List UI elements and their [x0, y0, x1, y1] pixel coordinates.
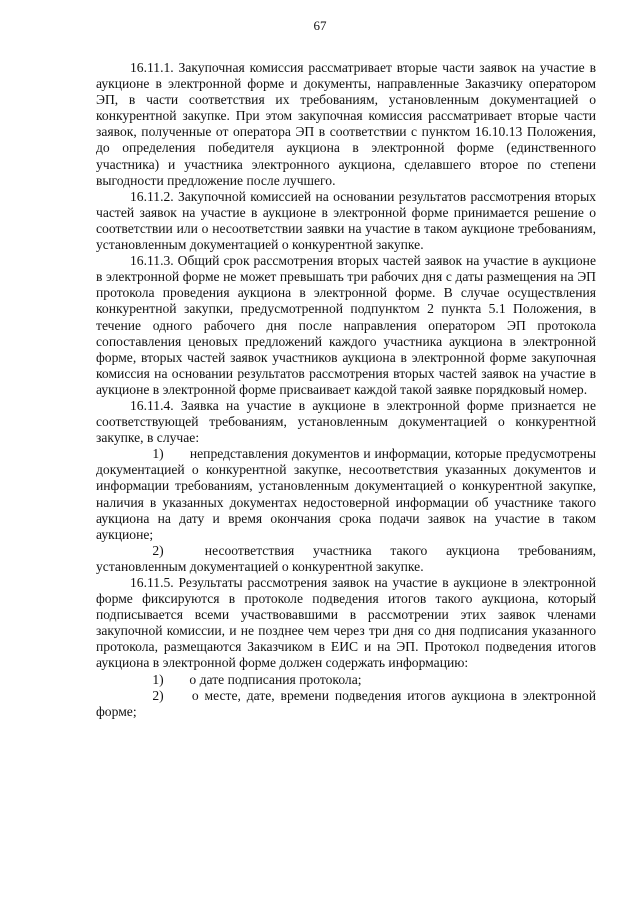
list-item: [96, 688, 596, 720]
paragraph-16-11-3: 16.11.3. Общий срок рассмотрения вторых частей заявок на участие в аукционе в электронной форме не может превышать три рабочих дня с даты размещения на ЭП протокола проведения аукциона в электронной форме. В случае осуществления конкурентной закупки, предусмотренной подпунктом 2 пункта 5.1 Положения, в течение одного рабочего дня после направления оператором ЭП протокола сопоставления ценовых предложений каждого участника аукциона в электронной форме, вторых частей заявок участников аукциона в электронной форме закупочная комиссия на основании результатов рассмотрения вторых частей заявок на участие в аукционе в электронной форме присваивает каждой такой заявке порядковый номер.: [96, 253, 596, 397]
list-item-text: о дате подписания протокола;: [189, 671, 362, 687]
paragraph-16-11-5: 16.11.5. Результаты рассмотрения заявок на участие в аукционе в электронной форме фиксируются в протоколе подведения итогов такого аукциона, который подписывается всеми участвовавшими в рассмотрении этих заявок членами закупочной комиссии, и не позднее чем через три дня со дня подписания указанного протокола, размещаются Заказчиком в ЕИС и на ЭП. Протокол подведения итогов аукциона в электронной форме должен содержать информацию:: [96, 575, 596, 671]
document-body: [96, 60, 596, 720]
paragraph-16-11-2: 16.11.2. Закупочной комиссией на основании результатов рассмотрения вторых частей заявок на участие в аукционе в электронной форме принимается решение о соответствии или о несоответствии заявки на участие в таком аукционе требованиям, установленным документацией о конкурентной закупке.: [96, 188, 596, 253]
list-item: [96, 446, 596, 543]
paragraph-16-11-4: 16.11.4. Заявка на участие в аукционе в электронной форме признается не соответствующей требованиям, установленным документацией о конкурентной закупке, в случае:: [96, 397, 596, 446]
paragraph-16-11-1: 16.11.1. Закупочная комиссия рассматривает вторые части заявок на участие в аукционе в электронной форме и документы, направленные Заказчику оператором ЭП, в части соответствия их требованиям, установленным документацией о конкурентной закупке. При этом закупочная комиссия рассматривает вторые части заявок, полученные от оператора ЭП в соответствии с пунктом 16.10.13 Положения, до определения победителя аукциона в электронной форме (единственного участника) и участника электронного аукциона, сделавшего второе по степени выгодности предложение после лучшего.: [96, 60, 596, 188]
list-item-number: 1): [152, 446, 164, 462]
list-item: [96, 672, 596, 688]
page-number: 67: [313, 18, 327, 33]
list-item-number: 1): [152, 671, 164, 687]
list-item-number: 2): [152, 687, 164, 703]
list-item-text: о месте, дате, времени подведения итогов аукциона в электронной форме;: [96, 687, 596, 719]
list-item-text: несоответствия участника такого аукциона требованиям, установленным документацией о конкурентной закупке.: [96, 542, 596, 574]
list-item: [96, 543, 596, 575]
list-item-text: непредставления документов и информации, которые предусмотрены документацией о конкурентной закупке, несоответствия указанных документов и информации требованиям, установленным документацией о конкурентной закупке, наличия в указанных документах недостоверной информации об участнике такого аукциона на дату и время окончания срока подачи заявок на участие в таком аукционе;: [96, 446, 596, 542]
list-item-number: 2): [152, 542, 164, 558]
